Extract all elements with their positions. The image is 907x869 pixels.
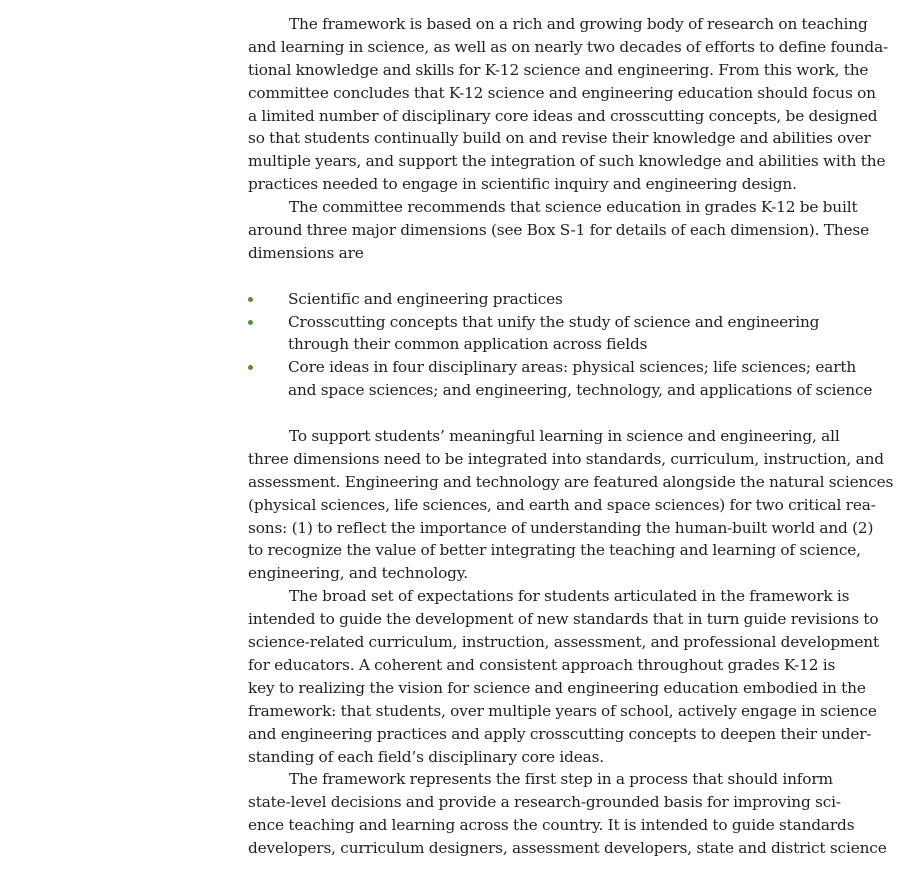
spacer	[248, 402, 830, 425]
text-line: committee concludes that K-12 science and engineering education should focus on	[248, 83, 876, 102]
text-line: practices needed to engage in scientific inquiry and engineering design.	[248, 175, 797, 194]
paragraph-first-step	[248, 768, 887, 860]
text-line: science-related curriculum, instruction, assessment, and professional development	[248, 633, 879, 652]
text-line: engineering, and technology.	[248, 564, 468, 583]
text-line: state-level decisions and provide a research-grounded basis for improving sci-	[248, 793, 841, 812]
bullet-item-core-ideas	[248, 356, 873, 402]
text-line: The framework represents the first step in a process that should inform	[289, 770, 833, 789]
bullet-item-practices	[248, 288, 830, 311]
paragraph-expectations	[248, 585, 879, 768]
text-line: The framework is based on a rich and growing body of research on teaching	[289, 15, 868, 33]
paragraph-three-dimensions	[248, 196, 870, 265]
text-line: standing of each field’s disciplinary core ideas.	[248, 747, 604, 766]
text-line: assessment. Engineering and technology are featured alongside the natural sciences	[248, 472, 894, 491]
text-line: framework: that students, over multiple years of school, actively engage in science	[248, 701, 877, 720]
text-line: for educators. A coherent and consistent approach throughout grades K-12 is	[248, 655, 836, 674]
text-line: The committee recommends that science education in grades K-12 be built	[289, 198, 858, 217]
text-line: The broad set of expectations for students articulated in the framework is	[289, 587, 850, 606]
text-line: and learning in science, as well as on nearly two decades of efforts to define founda-	[248, 37, 889, 56]
text-line: tional knowledge and skills for K-12 science and engineering. From this work, the	[248, 60, 869, 79]
text-line: sons: (1) to reflect the importance of understanding the human-built world and (2)	[248, 518, 874, 537]
text-column	[248, 13, 894, 860]
text-line: key to realizing the vision for science and engineering education embodied in the	[248, 678, 866, 697]
text-line: so that students continually build on and revise their knowledge and abilities over	[248, 129, 871, 148]
bullet-icon	[248, 320, 253, 325]
dimension-bullet-list	[248, 288, 873, 402]
text-line: developers, curriculum designers, assessment developers, state and district science	[248, 839, 887, 858]
text-line: to recognize the value of better integrating the teaching and learning of science,	[248, 541, 861, 560]
text-line: (physical sciences, life sciences, and earth and space sciences) for two critical rea-	[248, 495, 876, 514]
bullet-text-line: Crosscutting concepts that unify the study of science and engineering	[288, 312, 820, 331]
text-line: dimensions are	[248, 243, 364, 262]
text-line: a limited number of disciplinary core ideas and crosscutting concepts, be designed	[248, 106, 878, 125]
text-line: multiple years, and support the integration of such knowledge and abilities with the	[248, 152, 886, 171]
paragraph-framework-basis	[248, 13, 889, 196]
spacer	[248, 265, 830, 288]
text-line: ence teaching and learning across the country. It is intended to guide standards	[248, 816, 855, 835]
text-line: three dimensions need to be integrated into standards, curriculum, instruction, and	[248, 449, 884, 468]
text-line: around three major dimensions (see Box S-1 for details of each dimension). These	[248, 221, 870, 240]
text-line: intended to guide the development of new standards that in turn guide revisions to	[248, 610, 879, 629]
text-line: To support students’ meaningful learning in science and engineering, all	[289, 427, 840, 446]
bullet-text-line: Scientific and engineering practices	[288, 289, 563, 308]
bullet-text-line: and space sciences; and engineering, technology, and applications of science	[288, 381, 873, 400]
bullet-item-crosscutting	[248, 311, 830, 357]
bullet-text-line: through their common application across fields	[288, 335, 648, 354]
paragraph-integration	[248, 425, 894, 585]
bullet-icon	[248, 297, 253, 302]
text-line: and engineering practices and apply crosscutting concepts to deepen their under-	[248, 724, 872, 743]
bullet-text-line: Core ideas in four disciplinary areas: physical sciences; life sciences; earth	[288, 358, 857, 377]
